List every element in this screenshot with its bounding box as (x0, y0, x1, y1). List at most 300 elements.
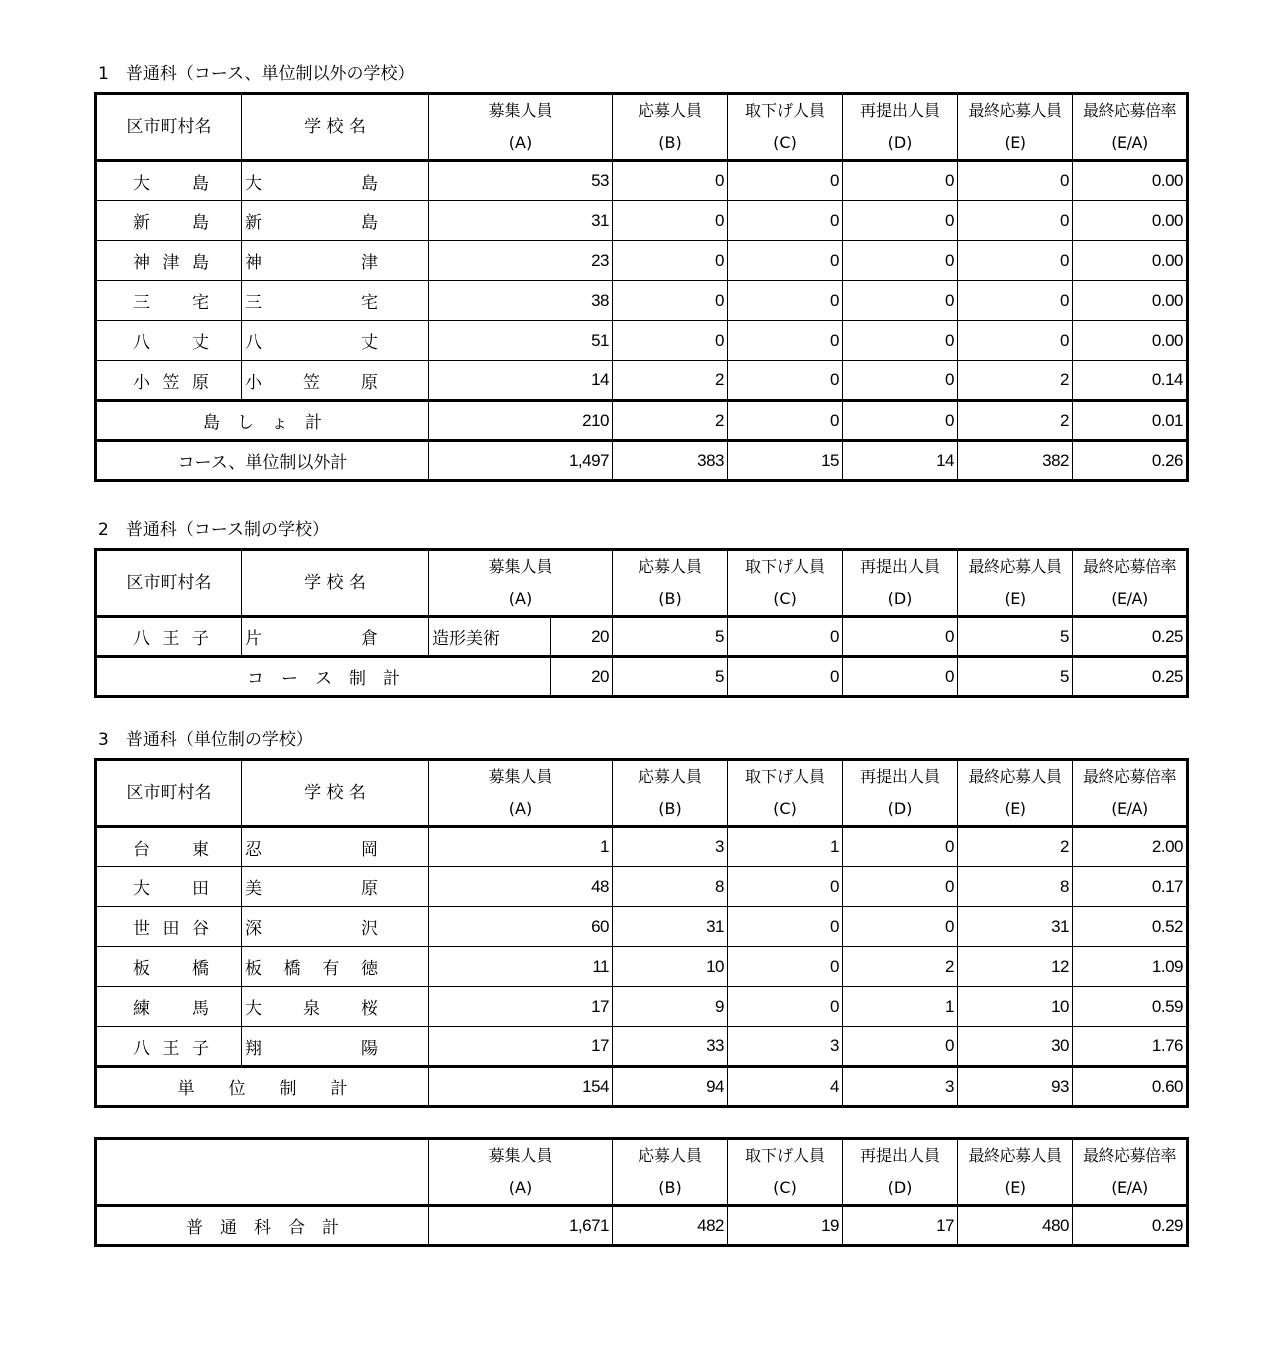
grand-total-table (94, 1137, 1189, 1247)
header-sublabel: (A) (508, 589, 533, 608)
char: 倉 (361, 629, 378, 649)
char: 岡 (361, 839, 378, 860)
char: 翔 (245, 1038, 262, 1059)
ward-cell (96, 617, 242, 657)
school-cell-text (242, 954, 428, 979)
header-row (96, 760, 1188, 827)
ward-cell (96, 827, 242, 867)
school-cell-text (242, 835, 428, 860)
header-sublabel: (B) (658, 1178, 682, 1197)
header-final-applicants (958, 1139, 1073, 1206)
cell-e: 10 (958, 987, 1073, 1027)
char: 宅 (192, 293, 209, 313)
char: 原 (361, 372, 378, 393)
cell-a: 48 (429, 867, 613, 907)
cell-b: 94 (613, 1067, 728, 1107)
grand-total-label: 普 通 科 合 計 (96, 1206, 429, 1246)
cell-d: 0 (843, 241, 958, 281)
header-applicants (613, 550, 728, 617)
cell-ratio: 0.00 (1073, 281, 1188, 321)
school-cell-text (242, 169, 428, 194)
ward-cell (96, 281, 242, 321)
char: 島 (192, 253, 209, 273)
cell-c: 0 (728, 947, 843, 987)
cell-b: 482 (613, 1206, 728, 1246)
cell-ratio: 0.25 (1073, 657, 1188, 697)
cell-a: 60 (429, 907, 613, 947)
cell-c: 4 (728, 1067, 843, 1107)
char: 片 (245, 629, 262, 649)
header-applicants (613, 94, 728, 161)
ward-cell-text (97, 1034, 241, 1059)
header-final-ratio (1073, 550, 1188, 617)
char: 板 (133, 959, 150, 979)
cell-d: 0 (843, 867, 958, 907)
school-cell (242, 1027, 429, 1067)
cell-e: 2 (958, 827, 1073, 867)
table-row (96, 867, 1188, 907)
header-label: 募集人員 (488, 767, 553, 786)
cell-d: 2 (843, 947, 958, 987)
char: 小 (245, 372, 262, 393)
header-ward: 区市町村名 (96, 94, 242, 161)
table-row (96, 1027, 1188, 1067)
school-cell-text (242, 914, 428, 939)
school-cell-text (242, 1034, 428, 1059)
cell-c: 0 (728, 907, 843, 947)
cell-b: 10 (613, 947, 728, 987)
cell-d: 0 (843, 827, 958, 867)
cell-d: 0 (843, 201, 958, 241)
total-label: コース、単位制以外計 (96, 441, 429, 481)
school-cell-text (242, 624, 428, 649)
cell-ratio: 0.01 (1073, 401, 1188, 441)
school-cell (242, 281, 429, 321)
cell-e: 0 (958, 241, 1073, 281)
header-label: 最終応募人員 (968, 767, 1062, 786)
header-sublabel: (C) (773, 1178, 797, 1197)
cell-d: 17 (843, 1206, 958, 1246)
header-withdrawn (728, 94, 843, 161)
char: 馬 (192, 999, 209, 1019)
char: 原 (361, 879, 378, 899)
cell-ratio: 0.26 (1073, 441, 1188, 481)
cell-a: 51 (429, 321, 613, 361)
cell-c: 0 (728, 361, 843, 401)
school-cell (242, 617, 429, 657)
char: 島 (192, 173, 209, 194)
cell-e: 30 (958, 1027, 1073, 1067)
header-school: 学 校 名 (242, 550, 429, 617)
header-sublabel: (D) (887, 589, 913, 608)
header-withdrawn (728, 550, 843, 617)
cell-a: 210 (429, 401, 613, 441)
header-label: 取下げ人員 (745, 557, 826, 576)
char: 笠 (303, 372, 320, 393)
section-3-table (94, 758, 1189, 1108)
ward-cell-text (97, 914, 241, 939)
header-sublabel: (E/A) (1111, 589, 1148, 608)
cell-c: 0 (728, 281, 843, 321)
header-row (96, 94, 1188, 161)
header-row (96, 550, 1188, 617)
school-cell-text (242, 288, 428, 313)
header-label: 最終応募倍率 (1083, 557, 1177, 576)
school-cell (242, 361, 429, 401)
header-sublabel: (E/A) (1111, 1178, 1148, 1197)
char: 大 (245, 173, 262, 194)
header-sublabel: (D) (887, 799, 913, 818)
cell-ratio: 0.25 (1073, 617, 1188, 657)
cell-d: 0 (843, 361, 958, 401)
cell-c: 0 (728, 617, 843, 657)
cell-d: 3 (843, 1067, 958, 1107)
cell-e: 8 (958, 867, 1073, 907)
table-row (96, 987, 1188, 1027)
header-label: 再提出人員 (859, 1146, 940, 1165)
table-row (96, 161, 1188, 201)
header-sublabel: (D) (887, 1178, 913, 1197)
cell-e: 93 (958, 1067, 1073, 1107)
header-sublabel: (B) (658, 589, 682, 608)
cell-b: 2 (613, 361, 728, 401)
char: 八 (133, 1038, 150, 1059)
total-row (96, 657, 1188, 697)
cell-d: 0 (843, 1027, 958, 1067)
char: 島 (361, 173, 378, 194)
school-cell (242, 987, 429, 1027)
cell-a: 14 (429, 361, 613, 401)
header-ward: 区市町村名 (96, 760, 242, 827)
header-resubmitted (843, 550, 958, 617)
ward-cell-text (97, 368, 241, 393)
cell-a: 53 (429, 161, 613, 201)
ward-cell-text (97, 954, 241, 979)
char: 宅 (361, 293, 378, 313)
header-label: 取下げ人員 (744, 101, 825, 120)
header-label: 最終応募人員 (968, 101, 1062, 120)
cell-b: 3 (613, 827, 728, 867)
cell-a: 11 (429, 947, 613, 987)
header-withdrawn (728, 760, 843, 827)
cell-e: 0 (958, 281, 1073, 321)
school-cell-text (242, 994, 428, 1019)
char: 美 (245, 879, 262, 899)
char: 神 (133, 253, 150, 273)
ward-cell (96, 1027, 242, 1067)
cell-b: 5 (613, 657, 728, 697)
table-row (96, 321, 1188, 361)
table-row (96, 827, 1188, 867)
cell-d: 0 (843, 617, 958, 657)
char: 新 (133, 213, 150, 233)
header-sublabel: (A) (508, 799, 533, 818)
cell-e: 0 (958, 161, 1073, 201)
header-applicants (613, 760, 728, 827)
total-label: 単 位 制 計 (96, 1067, 429, 1107)
section-1-table (94, 92, 1189, 482)
cell-ratio: 0.00 (1073, 201, 1188, 241)
char: 神 (245, 253, 262, 273)
table-row (96, 907, 1188, 947)
ward-cell-text (97, 248, 241, 273)
ward-cell-text (97, 288, 241, 313)
school-cell (242, 907, 429, 947)
cell-e: 5 (958, 657, 1073, 697)
ward-cell (96, 361, 242, 401)
header-sublabel: (B) (658, 133, 682, 152)
cell-e: 0 (958, 321, 1073, 361)
char: 橋 (192, 959, 209, 979)
header-final-applicants (958, 760, 1073, 827)
ward-cell-text (97, 994, 241, 1019)
cell-d: 0 (843, 321, 958, 361)
char: 子 (192, 629, 209, 649)
cell-d: 0 (843, 657, 958, 697)
cell-c: 1 (728, 827, 843, 867)
cell-a: 1,497 (429, 441, 613, 481)
char: 沢 (361, 919, 378, 939)
cell-c: 0 (728, 201, 843, 241)
school-cell (242, 867, 429, 907)
char: 笠 (162, 372, 180, 393)
char: 有 (322, 959, 340, 979)
cell-b: 0 (613, 241, 728, 281)
cell-d: 0 (843, 401, 958, 441)
char: 谷 (192, 919, 209, 939)
char: 橋 (283, 959, 301, 979)
cell-a: 20 (551, 657, 613, 697)
ward-cell (96, 907, 242, 947)
header-label: 取下げ人員 (744, 767, 825, 786)
cell-b: 33 (613, 1027, 728, 1067)
header-row (96, 1139, 1188, 1206)
cell-a: 38 (429, 281, 613, 321)
ward-cell-text (97, 874, 241, 899)
char: 津 (361, 253, 378, 273)
ward-cell (96, 947, 242, 987)
char: 陽 (361, 1038, 378, 1059)
cell-ratio: 0.00 (1073, 161, 1188, 201)
header-label: 再提出人員 (859, 767, 940, 786)
char: 練 (133, 999, 150, 1019)
school-cell (242, 321, 429, 361)
header-final-applicants (958, 94, 1073, 161)
char: 大 (133, 173, 150, 194)
header-sublabel: (E) (1004, 133, 1026, 152)
cell-b: 31 (613, 907, 728, 947)
cell-a: 23 (429, 241, 613, 281)
char: 台 (133, 839, 150, 860)
char: 田 (192, 879, 209, 899)
school-cell-text (242, 208, 428, 233)
ward-cell-text (97, 208, 241, 233)
header-label: 応募人員 (638, 557, 703, 576)
cell-a: 17 (429, 1027, 613, 1067)
total-row (96, 441, 1188, 481)
cell-b: 0 (613, 281, 728, 321)
char: 子 (192, 1038, 209, 1059)
header-sublabel: (E) (1004, 799, 1026, 818)
header-sublabel: (B) (658, 799, 682, 818)
ward-cell-text (97, 169, 241, 194)
header-resubmitted (843, 94, 958, 161)
char: 三 (133, 293, 150, 313)
cell-ratio: 1.76 (1073, 1027, 1188, 1067)
char: 田 (162, 919, 180, 939)
school-cell (242, 241, 429, 281)
ward-cell (96, 987, 242, 1027)
cell-e: 480 (958, 1206, 1073, 1246)
cell-b: 0 (613, 161, 728, 201)
cell-e: 12 (958, 947, 1073, 987)
header-final-applicants (958, 550, 1073, 617)
cell-ratio: 2.00 (1073, 827, 1188, 867)
cell-ratio: 1.09 (1073, 947, 1188, 987)
cell-a: 1,671 (429, 1206, 613, 1246)
cell-b: 2 (613, 401, 728, 441)
header-capacity (429, 550, 613, 617)
cell-b: 9 (613, 987, 728, 1027)
cell-b: 383 (613, 441, 728, 481)
header-applicants (613, 1139, 728, 1206)
header-label: 再提出人員 (860, 557, 941, 576)
table-row (96, 947, 1188, 987)
header-sublabel: (D) (887, 133, 913, 152)
cell-ratio: 0.17 (1073, 867, 1188, 907)
section-1-title: 1 普通科（コース、単位制以外の学校） (98, 64, 415, 84)
school-cell (242, 161, 429, 201)
header-resubmitted (843, 1139, 958, 1206)
school-cell-text (242, 248, 428, 273)
header-label: 最終応募倍率 (1082, 101, 1176, 120)
header-sublabel: (E) (1004, 589, 1026, 608)
header-capacity (429, 760, 613, 827)
cell-d: 0 (843, 907, 958, 947)
header-label: 最終応募倍率 (1082, 1146, 1176, 1165)
char: 忍 (245, 839, 262, 860)
cell-d: 1 (843, 987, 958, 1027)
total-row (96, 1067, 1188, 1107)
table-row (96, 281, 1188, 321)
section-2-title: 2 普通科（コース制の学校） (98, 520, 329, 540)
char: 東 (192, 839, 209, 860)
header-sublabel: (A) (508, 133, 533, 152)
char: 大 (133, 879, 150, 899)
cell-b: 8 (613, 867, 728, 907)
header-label: 募集人員 (488, 101, 553, 120)
school-cell (242, 827, 429, 867)
school-cell-text (242, 368, 428, 393)
header-school: 学 校 名 (242, 760, 429, 827)
ward-cell (96, 241, 242, 281)
char: 新 (245, 213, 262, 233)
cell-a: 17 (429, 987, 613, 1027)
ward-cell-text (97, 835, 241, 860)
char: 徳 (360, 959, 378, 979)
header-resubmitted (843, 760, 958, 827)
cell-e: 2 (958, 401, 1073, 441)
header-sublabel: (E/A) (1111, 799, 1148, 818)
char: 島 (361, 213, 378, 233)
cell-a: 20 (551, 617, 613, 657)
header-final-ratio (1073, 760, 1188, 827)
total-label: コ ー ス 制 計 (96, 657, 551, 697)
table-row (96, 201, 1188, 241)
cell-d: 0 (843, 161, 958, 201)
char: 津 (162, 253, 180, 273)
header-label: 取下げ人員 (744, 1146, 825, 1165)
header-ward: 区市町村名 (96, 550, 242, 617)
ward-cell (96, 161, 242, 201)
ward-cell-text (97, 624, 241, 649)
header-blank (96, 1139, 429, 1206)
cell-c: 0 (728, 987, 843, 1027)
cell-c: 0 (728, 867, 843, 907)
cell-c: 15 (728, 441, 843, 481)
char: 世 (133, 919, 150, 939)
cell-c: 0 (728, 657, 843, 697)
header-withdrawn (728, 1139, 843, 1206)
cell-e: 31 (958, 907, 1073, 947)
char: 八 (245, 333, 262, 353)
header-sublabel: (E/A) (1111, 133, 1148, 152)
cell-c: 3 (728, 1027, 843, 1067)
cell-c: 0 (728, 161, 843, 201)
header-label: 最終応募人員 (968, 1146, 1062, 1165)
cell-ratio: 0.29 (1073, 1206, 1188, 1246)
char: 原 (192, 372, 209, 393)
cell-c: 0 (728, 401, 843, 441)
school-cell (242, 201, 429, 241)
char: 泉 (303, 999, 320, 1019)
char: 丈 (192, 333, 209, 353)
header-label: 最終応募倍率 (1082, 767, 1176, 786)
grand-total-row (96, 1206, 1188, 1246)
header-capacity (429, 1139, 613, 1206)
section-3-title: 3 普通科（単位制の学校） (98, 730, 313, 750)
cell-ratio: 0.60 (1073, 1067, 1188, 1107)
header-sublabel: (C) (773, 133, 797, 152)
cell-c: 0 (728, 321, 843, 361)
char: 大 (245, 999, 262, 1019)
ward-cell (96, 201, 242, 241)
char: 王 (162, 629, 180, 649)
char: 板 (245, 959, 262, 979)
cell-ratio: 0.14 (1073, 361, 1188, 401)
cell-b: 0 (613, 201, 728, 241)
cell-ratio: 0.52 (1073, 907, 1188, 947)
cell-e: 382 (958, 441, 1073, 481)
char: 八 (133, 333, 150, 353)
header-sublabel: (E) (1004, 1178, 1026, 1197)
char: 三 (245, 293, 262, 313)
cell-a: 154 (429, 1067, 613, 1107)
cell-e: 2 (958, 361, 1073, 401)
school-cell-text (242, 874, 428, 899)
course-cell: 造形美術 (429, 617, 551, 657)
school-cell (242, 947, 429, 987)
cell-a: 1 (429, 827, 613, 867)
char: 王 (162, 1038, 180, 1059)
header-label: 募集人員 (488, 1146, 553, 1165)
char: 島 (192, 213, 209, 233)
ward-cell (96, 321, 242, 361)
char: 深 (245, 919, 262, 939)
header-sublabel: (A) (508, 1178, 533, 1197)
header-final-ratio (1073, 94, 1188, 161)
header-final-ratio (1073, 1139, 1188, 1206)
